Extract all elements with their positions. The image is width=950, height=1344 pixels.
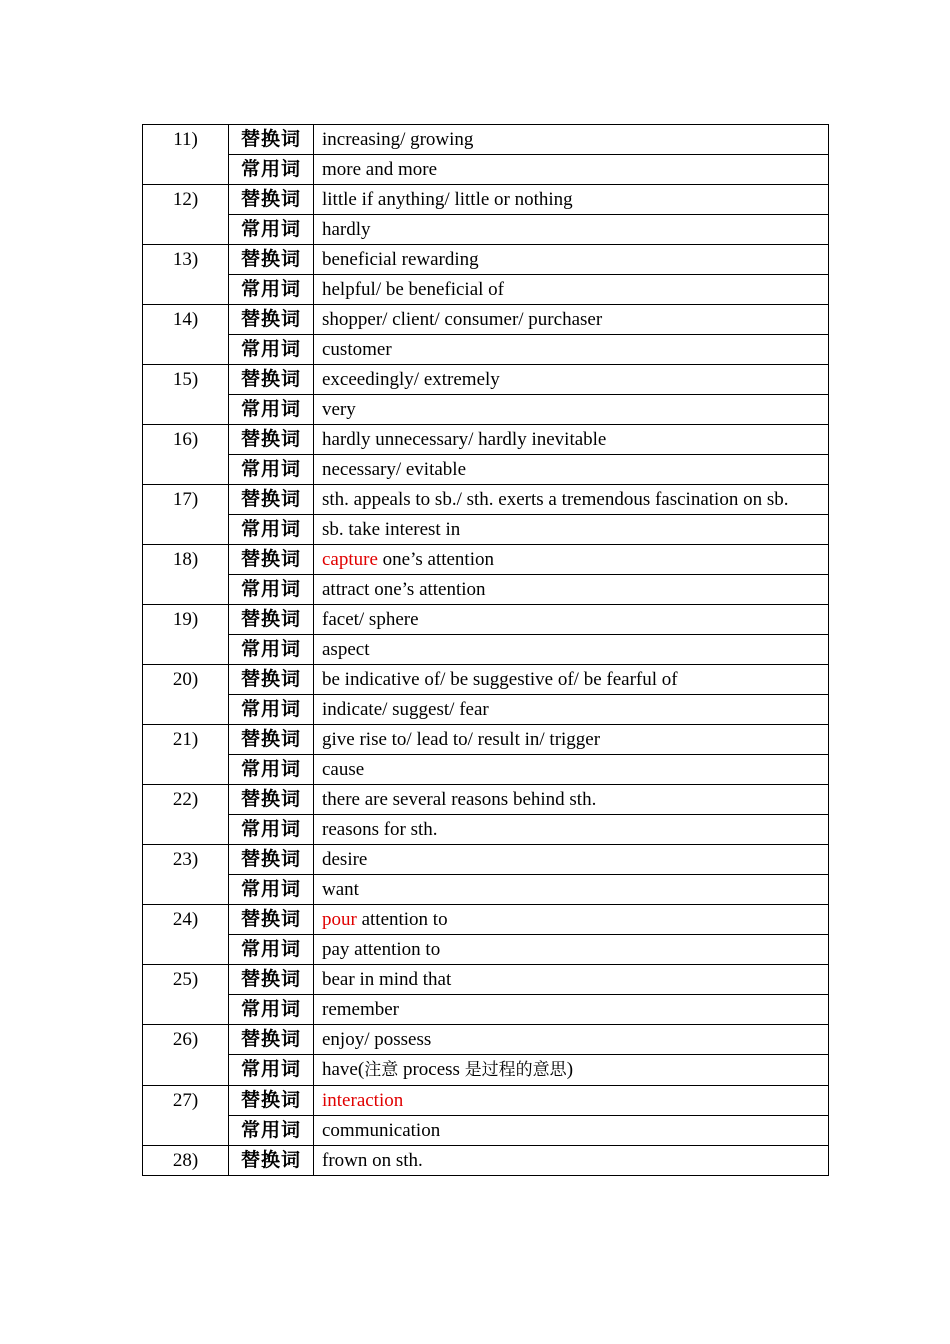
word-text: remember xyxy=(322,999,400,1020)
item-number: 15) xyxy=(143,365,229,425)
word-text: little if anything/ little or nothing xyxy=(322,189,573,210)
word-type-label: 常用词 xyxy=(229,515,314,545)
word-list xyxy=(314,245,829,275)
word-text: communication xyxy=(322,1120,441,1141)
item-number: 22) xyxy=(143,785,229,845)
table-row xyxy=(143,1025,829,1055)
word-list xyxy=(314,155,829,185)
word-text: more and more xyxy=(322,159,438,180)
word-list xyxy=(314,995,829,1025)
word-type-label: 常用词 xyxy=(229,455,314,485)
word-type-label: 常用词 xyxy=(229,575,314,605)
word-text: there are several reasons behind sth. xyxy=(322,789,597,810)
word-text: attention to xyxy=(356,909,448,930)
word-type-label: 常用词 xyxy=(229,215,314,245)
item-number: 18) xyxy=(143,545,229,605)
table-row xyxy=(143,845,829,875)
word-list xyxy=(314,395,829,425)
word-text: desire xyxy=(322,849,368,870)
word-text: shopper/ client/ consumer/ purchaser xyxy=(322,309,603,330)
word-list xyxy=(314,1086,829,1116)
word-list xyxy=(314,425,829,455)
table-row xyxy=(143,755,829,785)
word-text: cause xyxy=(322,759,365,780)
word-type-label: 常用词 xyxy=(229,335,314,365)
item-number: 26) xyxy=(143,1025,229,1086)
table-row xyxy=(143,515,829,545)
item-number: 20) xyxy=(143,665,229,725)
table-row xyxy=(143,305,829,335)
table-row xyxy=(143,395,829,425)
table-row xyxy=(143,575,829,605)
word-text: bear in mind that xyxy=(322,969,452,990)
word-text: necessary/ evitable xyxy=(322,459,467,480)
word-text: ) xyxy=(566,1059,574,1080)
table-row xyxy=(143,875,829,905)
table-row xyxy=(143,185,829,215)
word-list xyxy=(314,695,829,725)
table-row xyxy=(143,125,829,155)
word-list xyxy=(314,485,829,515)
word-list xyxy=(314,335,829,365)
word-type-label: 替换词 xyxy=(229,785,314,815)
table-row xyxy=(143,1086,829,1116)
word-list xyxy=(314,725,829,755)
table-row xyxy=(143,725,829,755)
word-list xyxy=(314,845,829,875)
word-text: reasons for sth. xyxy=(322,819,438,840)
table-row xyxy=(143,1055,829,1086)
highlighted-word: capture xyxy=(322,549,378,570)
word-text: process xyxy=(398,1059,465,1080)
word-type-label: 替换词 xyxy=(229,845,314,875)
word-list xyxy=(314,305,829,335)
table-row xyxy=(143,905,829,935)
word-text: hardly xyxy=(322,219,371,240)
word-text: increasing/ growing xyxy=(322,129,474,150)
word-list xyxy=(314,365,829,395)
word-list xyxy=(314,875,829,905)
table-row xyxy=(143,455,829,485)
word-text: one’s attention xyxy=(377,549,494,570)
table-row xyxy=(143,335,829,365)
word-type-label: 常用词 xyxy=(229,875,314,905)
table-row xyxy=(143,1146,829,1176)
word-type-label: 替换词 xyxy=(229,905,314,935)
word-list xyxy=(314,275,829,305)
item-number: 27) xyxy=(143,1086,229,1146)
word-type-label: 常用词 xyxy=(229,1116,314,1146)
item-number: 23) xyxy=(143,845,229,905)
word-text: exceedingly/ extremely xyxy=(322,369,500,390)
word-list xyxy=(314,665,829,695)
word-text: aspect xyxy=(322,639,370,660)
word-type-label: 替换词 xyxy=(229,245,314,275)
word-text: sb. take interest in xyxy=(322,519,461,540)
word-list xyxy=(314,185,829,215)
item-number: 14) xyxy=(143,305,229,365)
table-row xyxy=(143,995,829,1025)
word-type-label: 替换词 xyxy=(229,1025,314,1055)
word-text: frown on sth. xyxy=(322,1150,423,1171)
highlighted-word: interaction xyxy=(322,1090,404,1111)
word-list xyxy=(314,1116,829,1146)
word-text: be indicative of/ be suggestive of/ be fearful of xyxy=(322,669,678,690)
word-type-label: 常用词 xyxy=(229,995,314,1025)
word-list xyxy=(314,755,829,785)
word-text: pay attention to xyxy=(322,939,441,960)
word-text: hardly unnecessary/ hardly inevitable xyxy=(322,429,607,450)
word-type-label: 常用词 xyxy=(229,815,314,845)
word-text: have( xyxy=(322,1059,365,1080)
table-row xyxy=(143,485,829,515)
word-text: indicate/ suggest/ fear xyxy=(322,699,489,720)
table-row xyxy=(143,605,829,635)
word-list xyxy=(314,635,829,665)
word-list xyxy=(314,1146,829,1176)
word-text: enjoy/ possess xyxy=(322,1029,432,1050)
word-text: sth. appeals to sb./ sth. exerts a tremendous fascination on sb. xyxy=(322,489,789,510)
word-list xyxy=(314,815,829,845)
item-number: 19) xyxy=(143,605,229,665)
word-type-label: 替换词 xyxy=(229,725,314,755)
word-type-label: 替换词 xyxy=(229,425,314,455)
word-list xyxy=(314,1025,829,1055)
item-number: 28) xyxy=(143,1146,229,1176)
table-row xyxy=(143,155,829,185)
word-list xyxy=(314,905,829,935)
word-list xyxy=(314,1055,829,1086)
word-list xyxy=(314,605,829,635)
word-type-label: 替换词 xyxy=(229,185,314,215)
word-text: give rise to/ lead to/ result in/ trigger xyxy=(322,729,601,750)
table-row xyxy=(143,965,829,995)
word-type-label: 替换词 xyxy=(229,965,314,995)
word-text: facet/ sphere xyxy=(322,609,419,630)
word-type-label: 替换词 xyxy=(229,125,314,155)
word-text: helpful/ be beneficial of xyxy=(322,279,505,300)
word-list xyxy=(314,545,829,575)
word-list xyxy=(314,935,829,965)
vocabulary-table-body xyxy=(143,125,829,1176)
word-type-label: 常用词 xyxy=(229,755,314,785)
word-type-label: 常用词 xyxy=(229,635,314,665)
word-text: customer xyxy=(322,339,392,360)
word-type-label: 替换词 xyxy=(229,665,314,695)
word-type-label: 常用词 xyxy=(229,395,314,425)
item-number: 25) xyxy=(143,965,229,1025)
word-list xyxy=(314,215,829,245)
word-type-label: 替换词 xyxy=(229,305,314,335)
table-row xyxy=(143,545,829,575)
table-row xyxy=(143,1116,829,1146)
table-row xyxy=(143,935,829,965)
word-list xyxy=(314,965,829,995)
table-row xyxy=(143,695,829,725)
table-row xyxy=(143,635,829,665)
table-row xyxy=(143,815,829,845)
word-type-label: 替换词 xyxy=(229,605,314,635)
table-row xyxy=(143,365,829,395)
word-list xyxy=(314,515,829,545)
table-row xyxy=(143,665,829,695)
highlighted-word: pour xyxy=(322,909,357,930)
word-type-label: 替换词 xyxy=(229,1146,314,1176)
table-row xyxy=(143,215,829,245)
item-number: 11) xyxy=(143,125,229,185)
word-text: attract one’s attention xyxy=(322,579,486,600)
word-text: beneficial rewarding xyxy=(322,249,479,270)
word-type-label: 替换词 xyxy=(229,1086,314,1116)
item-number: 13) xyxy=(143,245,229,305)
item-number: 24) xyxy=(143,905,229,965)
word-list xyxy=(314,575,829,605)
item-number: 21) xyxy=(143,725,229,785)
word-type-label: 替换词 xyxy=(229,545,314,575)
word-text: 是过程的意思 xyxy=(464,1060,567,1080)
word-text: want xyxy=(322,879,359,900)
vocabulary-table xyxy=(142,124,829,1176)
word-text: very xyxy=(322,399,356,420)
table-row xyxy=(143,245,829,275)
table-row xyxy=(143,425,829,455)
word-type-label: 常用词 xyxy=(229,275,314,305)
word-type-label: 替换词 xyxy=(229,365,314,395)
item-number: 16) xyxy=(143,425,229,485)
item-number: 12) xyxy=(143,185,229,245)
word-type-label: 替换词 xyxy=(229,485,314,515)
table-row xyxy=(143,275,829,305)
word-type-label: 常用词 xyxy=(229,935,314,965)
word-list xyxy=(314,455,829,485)
word-text: 注意 xyxy=(364,1060,399,1080)
word-type-label: 常用词 xyxy=(229,695,314,725)
word-type-label: 常用词 xyxy=(229,155,314,185)
word-list xyxy=(314,785,829,815)
word-list xyxy=(314,125,829,155)
item-number: 17) xyxy=(143,485,229,545)
table-row xyxy=(143,785,829,815)
word-type-label: 常用词 xyxy=(229,1055,314,1086)
